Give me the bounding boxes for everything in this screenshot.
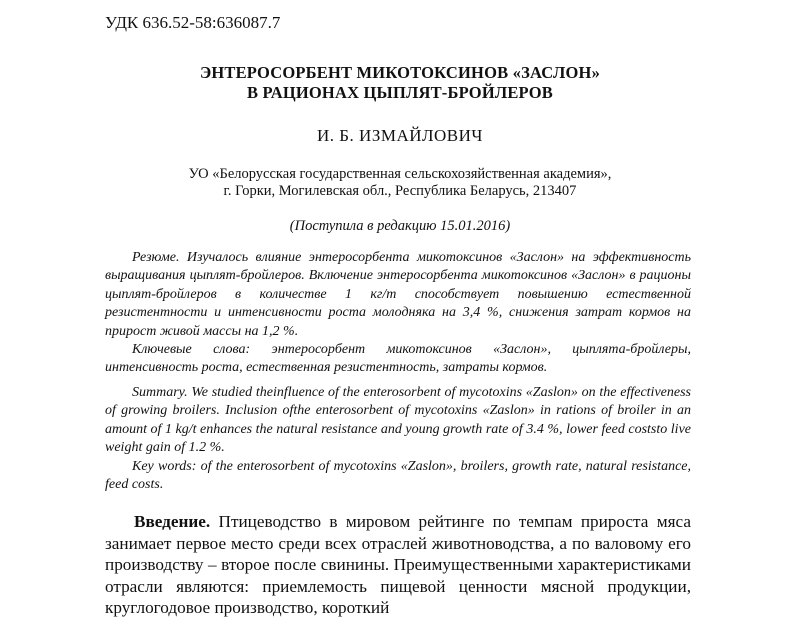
affiliation-line-1: УО «Белорусская государственная сельскохозяйственная академия», bbox=[188, 166, 612, 182]
summary-label: Summary bbox=[132, 385, 185, 400]
summary-text: . We studied theinfluence of the enterosorbent of mycotoxins «Zaslon» on the effectiveness of growing broilers. Inclusion ofthe enterosorbent of mycotoxins «Zaslon» in rations of broiler in an amount of 1 kg/t enhances the natural resistance and young growth rate of 3.4 %, lower feed coststo live weight gain of 1.2 %. bbox=[105, 385, 691, 456]
summary-paragraph bbox=[105, 384, 691, 458]
introduction-section bbox=[105, 511, 691, 619]
resume-text: . Изучалось влияние энтеросорбента микотоксинов «Заслон» на эффективность выращивания цыплят-бройлеров. Включение энтеросорбента микотоксинов «Заслон» в рационы цыплят-бройлеров в количестве 1 кг/т способствует повышению естественной резистентности и интенсивности роста молодняка на 3,4 %, снижения затрат кормов на прирост живой массы на 1,2 %. bbox=[105, 250, 691, 339]
resume-keywords: Ключевые слова: энтеросорбент микотоксинов «Заслон», цыплята-бройлеры, интенсивность роста, естественная резистентность, затраты кормов. bbox=[105, 342, 691, 376]
udk-code: УДК 636.52-58:636087.7 bbox=[105, 13, 281, 32]
article-title-line-1: ЭНТЕРОСОРБЕНТ МИКОТОКСИНОВ «ЗАСЛОН» bbox=[199, 63, 601, 82]
received-date: (Поступила в редакцию 15.01.2016) bbox=[289, 218, 511, 234]
summary-block bbox=[105, 384, 691, 494]
affiliation-line-2: г. Горки, Могилевская обл., Республика Беларусь, 213407 bbox=[223, 183, 577, 199]
introduction-text: Птицеводство в мировом рейтинге по темпам прироста мяса занимает первое место среди всех отраслей животноводства, а по валовому его производству – второе после свинины. Преимущественными характеристиками отрасли являются: приемлемость пищевой ценности мясной продукции, круглогодовое производство, короткий bbox=[105, 512, 691, 618]
resume-block bbox=[105, 249, 691, 378]
resume-paragraph bbox=[105, 249, 691, 341]
article-title-line-2: В РАЦИОНАХ ЦЫПЛЯТ-БРОЙЛЕРОВ bbox=[247, 83, 553, 102]
resume-label: Резюме bbox=[132, 250, 177, 265]
author-name: И. Б. ИЗМАЙЛОВИЧ bbox=[317, 126, 483, 145]
introduction-label: Введение. bbox=[134, 512, 211, 531]
introduction-paragraph bbox=[105, 511, 691, 619]
summary-keywords: Key words: of the enterosorbent of mycotoxins «Zaslon», broilers, growth rate, natural resistance, feed costs. bbox=[105, 458, 691, 493]
